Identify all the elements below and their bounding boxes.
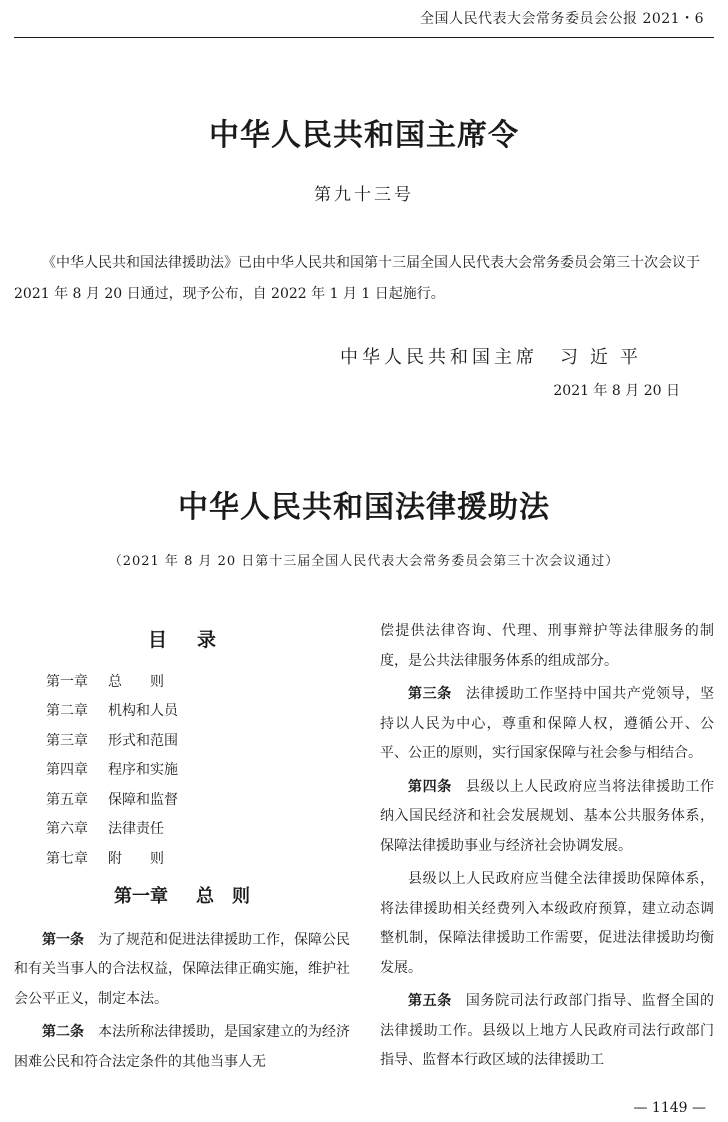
article-label: 第三条 [408, 686, 452, 702]
toc-title: 目录 [147, 629, 246, 651]
toc-chapter: 第二章 [46, 703, 88, 719]
law-title: 中华人民共和国法律援助法 [178, 490, 550, 525]
toc-chapter: 第四章 [46, 762, 88, 778]
article-text: 本法所称法律援助，是国家建立的为经济困难公民和符合法定条件的其他当事人无 [14, 1024, 350, 1070]
chapter-heading [14, 882, 350, 912]
article-text: 县级以上人民政府应当将法律援助工作纳入国民经济和社会发展规划、基本公共服务体系，保障法律援助事业与经济社会协调发展。 [380, 778, 715, 854]
article-2-continued: 偿提供法律咨询、代理、刑事辩护等法律服务的制度，是公共法律服务体系的组成部分。 [380, 623, 714, 669]
signature-date: 2021 年 8 月 20 日 [553, 383, 680, 399]
decree-number: 第九十三号 [314, 185, 414, 205]
toc-name: 程序和实施 [108, 762, 178, 778]
article-5 [380, 987, 714, 1076]
article-4-paragraph-2: 县级以上人民政府应当健全法律援助保障体系，将法律援助相关经费列入本级政府预算，建立动态调整机制，保障法律援助工作需要，促进法律援助均衡发展。 [380, 871, 714, 976]
toc-name: 法律责任 [108, 821, 164, 837]
left-column [14, 626, 350, 1081]
adoption-note: （2021 年 8 月 20 日第十三届全国人民代表大会常务委员会第三十次会议通过） [108, 554, 620, 569]
toc-item [14, 786, 350, 816]
toc-item [14, 668, 350, 698]
article-text: 为了规范和促进法律援助工作，保障公民和有关当事人的合法权益，保障法律正确实施，维护社会公平正义，制定本法。 [14, 931, 350, 1007]
toc-chapter: 第七章 [46, 850, 88, 867]
table-of-contents [14, 668, 350, 875]
article-4 [380, 773, 714, 862]
article-text: 国务院司法行政部门指导、监督全国的法律援助工作。县级以上地方人民政府司法行政部门指导、监督本行政区域的法律援助工 [380, 993, 715, 1068]
article-label: 第一条 [42, 931, 84, 948]
toc-name: 保障和监督 [108, 791, 178, 808]
article-3 [380, 680, 714, 769]
toc-chapter: 第五章 [46, 791, 88, 808]
header-rule [14, 37, 714, 38]
decree-title: 中华人民共和国主席令 [209, 118, 519, 153]
article-label: 第二条 [42, 1024, 84, 1040]
toc-chapter: 第三章 [46, 732, 88, 749]
signer-title: 中华人民共和国主席 [340, 347, 538, 368]
signer-name: 习近平 [560, 347, 650, 368]
toc-item [14, 727, 350, 757]
toc-item [14, 756, 350, 786]
toc-name: 附 则 [108, 850, 164, 867]
toc-item [14, 845, 350, 875]
toc-item [14, 697, 350, 727]
right-column [380, 617, 714, 1080]
chapter-name: 总 则 [196, 886, 250, 907]
decree-signature [340, 343, 650, 369]
article-1 [14, 926, 350, 1015]
toc-name: 总 则 [108, 673, 164, 690]
running-header: 全国人民代表大会常务委员会公报 2021・6 [420, 11, 704, 27]
chapter-number: 第一章 [114, 886, 168, 907]
toc-chapter: 第一章 [46, 673, 88, 690]
decree-body: 《中华人民共和国法律援助法》已由中华人民共和国第十三届全国人民代表大会常务委员会第三十次会议于 2021 年 8 月 20 日通过，现予公布，自 2022 年 1 月 1 日起施行。 [14, 255, 700, 302]
article-label: 第四条 [408, 778, 452, 795]
toc-item [14, 815, 350, 845]
toc-chapter: 第六章 [46, 821, 88, 837]
article-text: 法律援助工作坚持中国共产党领导，坚持以人民为中心，尊重和保障人权，遵循公开、公平、公正的原则，实行国家保障与社会参与相结合。 [380, 686, 715, 761]
toc-name: 机构和人员 [108, 703, 178, 719]
article-label: 第五条 [408, 993, 452, 1009]
toc-name: 形式和范围 [108, 732, 178, 749]
article-2 [14, 1018, 350, 1077]
page-number: — 1149 — [633, 1100, 706, 1116]
